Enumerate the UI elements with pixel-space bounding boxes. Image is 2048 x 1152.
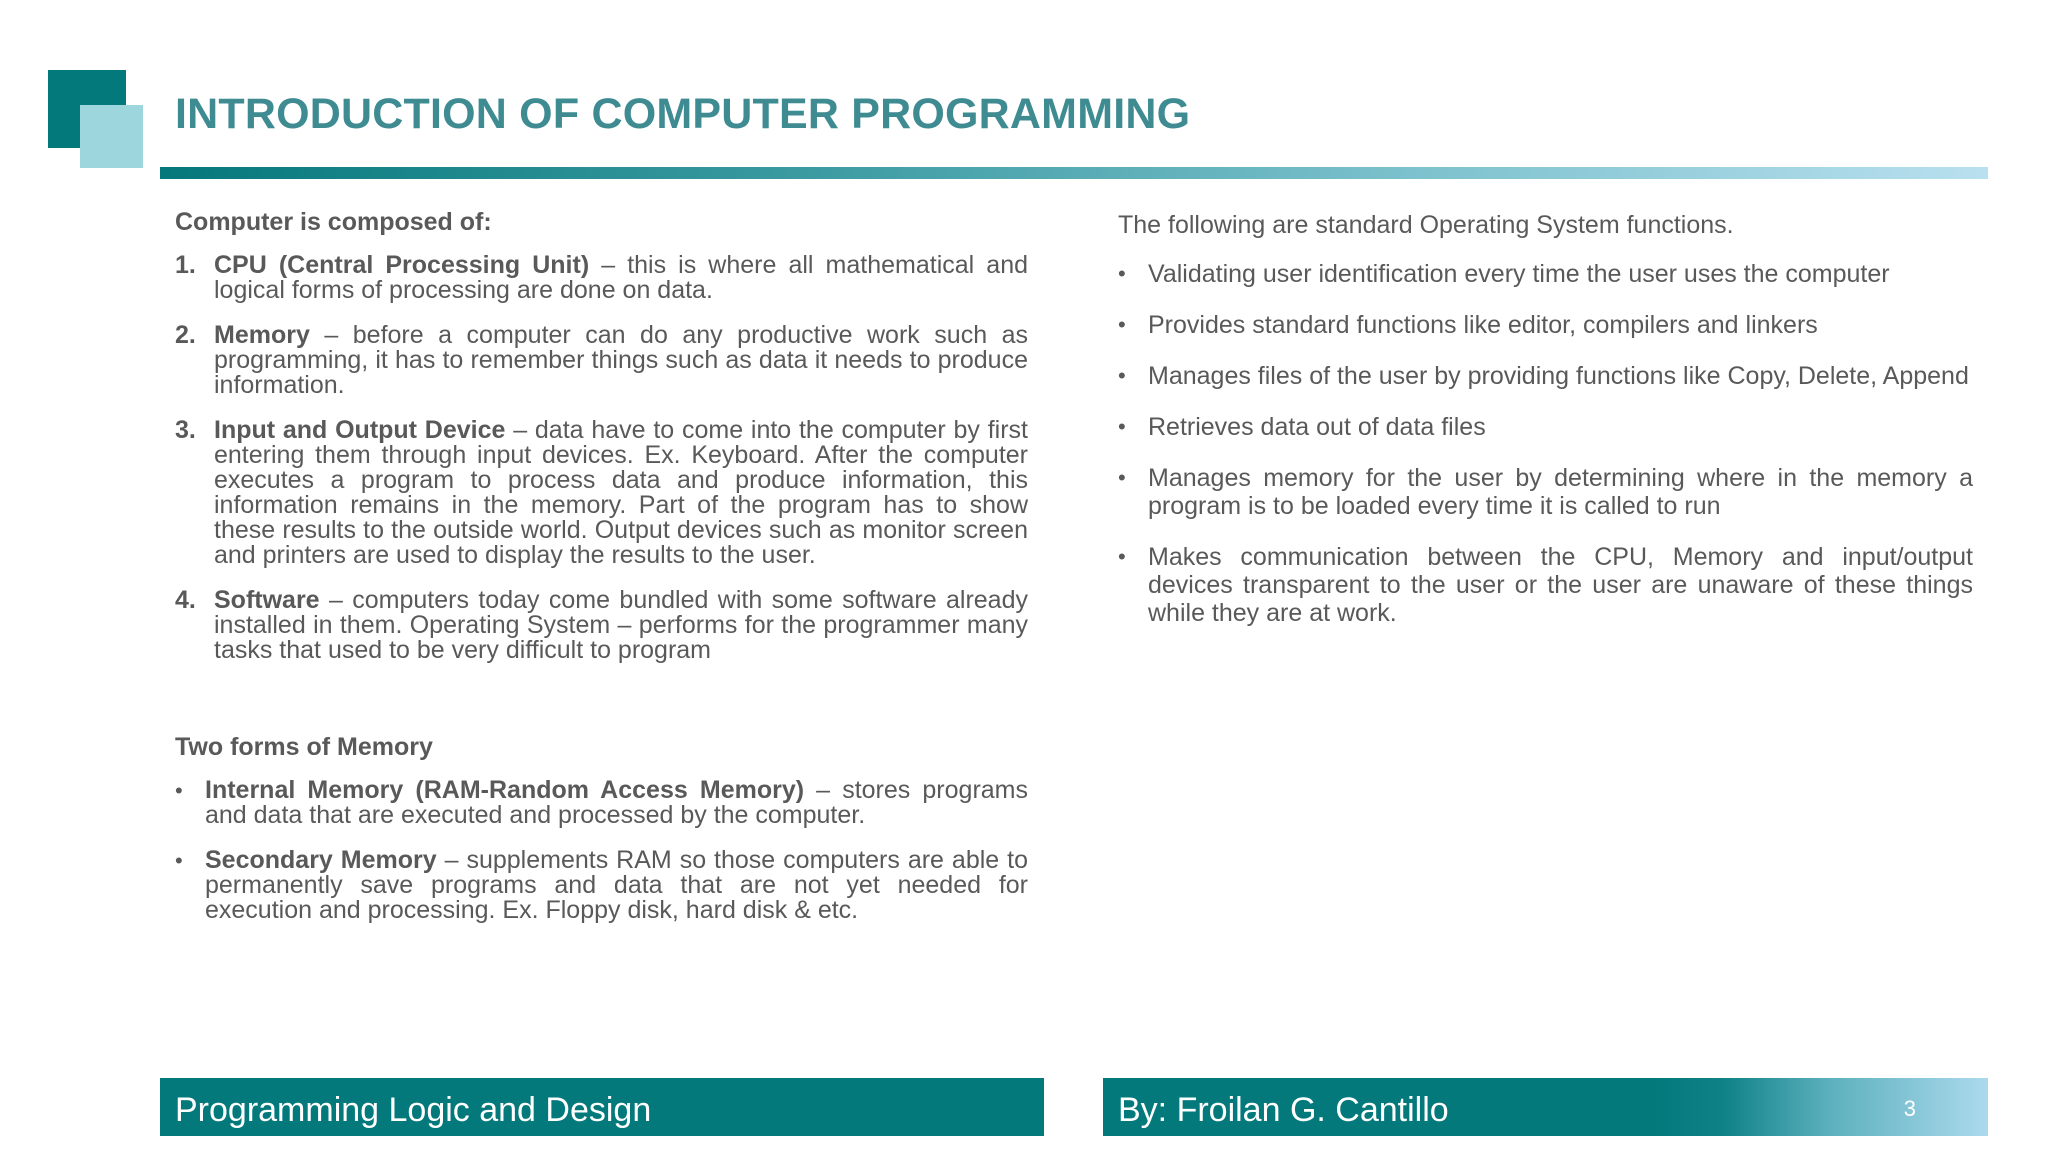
item-number: 4. <box>175 586 196 614</box>
left-column <box>175 210 1028 943</box>
bullet-icon: • <box>1118 312 1126 337</box>
bullet-icon: • <box>1118 363 1126 388</box>
item-description: – before a computer can do any productive work such as programming, it has to remember things such as data it needs to produce information. <box>214 321 1028 399</box>
item-description: – computers today come bundled with some software already installed in them. Operating System – performs for the programmer many tasks that used to be very difficult to program <box>214 586 1028 664</box>
list-item <box>1118 464 1973 520</box>
item-number: 1. <box>175 251 196 279</box>
list-item <box>175 253 1028 303</box>
bullet-icon: • <box>1118 465 1126 490</box>
list-item <box>175 588 1028 663</box>
memory-heading: Two forms of Memory <box>175 733 433 761</box>
item-text: Validating user identification every time the user uses the computer <box>1148 260 1890 288</box>
item-term: Internal Memory (RAM-Random Access Memory) <box>205 776 805 804</box>
list-item <box>1118 260 1973 288</box>
decorative-square-light <box>80 105 143 168</box>
list-item <box>1118 413 1973 441</box>
footer-course-title: Programming Logic and Design <box>175 1091 652 1129</box>
item-text: Provides standard functions like editor, compilers and linkers <box>1148 311 1818 339</box>
bullet-icon: • <box>175 778 183 803</box>
list-item <box>1118 311 1973 339</box>
item-text: Manages memory for the user by determining where in the memory a program is to be loaded every time it is called to run <box>1148 464 1973 520</box>
os-functions-intro: The following are standard Operating System functions. <box>1118 211 1734 239</box>
list-item <box>175 848 1028 923</box>
page-number: 3 <box>1903 1096 1916 1121</box>
bullet-icon: • <box>1118 261 1126 286</box>
list-item <box>1118 362 1973 390</box>
item-number: 3. <box>175 416 196 444</box>
title-underline-bar <box>160 167 1988 179</box>
item-description: – supplements RAM so those computers are able to permanently save programs and data that are not yet needed for execution and processing. Ex. Floppy disk, hard disk & etc. <box>205 846 1028 924</box>
list-item <box>175 323 1028 398</box>
item-term: Software <box>214 586 320 614</box>
list-item <box>1118 543 1973 627</box>
right-column <box>1118 213 1973 650</box>
list-item <box>175 418 1028 568</box>
item-description: – this is where all mathematical and logical forms of processing are done on data. <box>214 251 1028 304</box>
item-term: CPU (Central Processing Unit) <box>214 251 590 279</box>
item-text: Makes communication between the CPU, Memory and input/output devices transparent to the user or the user are unaware of these things while they are at work. <box>1148 543 1973 627</box>
item-number: 2. <box>175 321 196 349</box>
footer-author: By: Froilan G. Cantillo <box>1118 1091 1449 1129</box>
item-term: Secondary Memory <box>205 846 437 874</box>
item-term: Input and Output Device <box>214 416 506 444</box>
bullet-icon: • <box>1118 544 1126 569</box>
bullet-icon: • <box>1118 414 1126 439</box>
footer-left-bar <box>160 1078 1044 1136</box>
bullet-icon: • <box>175 848 183 873</box>
list-item <box>175 778 1028 828</box>
section-spacer <box>175 683 1028 735</box>
item-text: Manages files of the user by providing functions like Copy, Delete, Append <box>1148 362 1969 390</box>
footer-right-bar <box>1103 1078 1988 1136</box>
item-text: Retrieves data out of data files <box>1148 413 1486 441</box>
item-term: Memory <box>214 321 310 349</box>
item-description: – data have to come into the computer by first entering them through input devices. Ex. Keyboard. After the computer executes a program to process data and produce information, this information remains in the memory. Part of the program has to show these results to the outside world. Output devices such as monitor screen and printers are used to display the results to the user. <box>214 416 1028 569</box>
slide-title: INTRODUCTION OF COMPUTER PROGRAMMING <box>175 90 1191 138</box>
item-description: – stores programs and data that are executed and processed by the computer. <box>205 776 1028 829</box>
components-heading: Computer is composed of: <box>175 208 492 236</box>
